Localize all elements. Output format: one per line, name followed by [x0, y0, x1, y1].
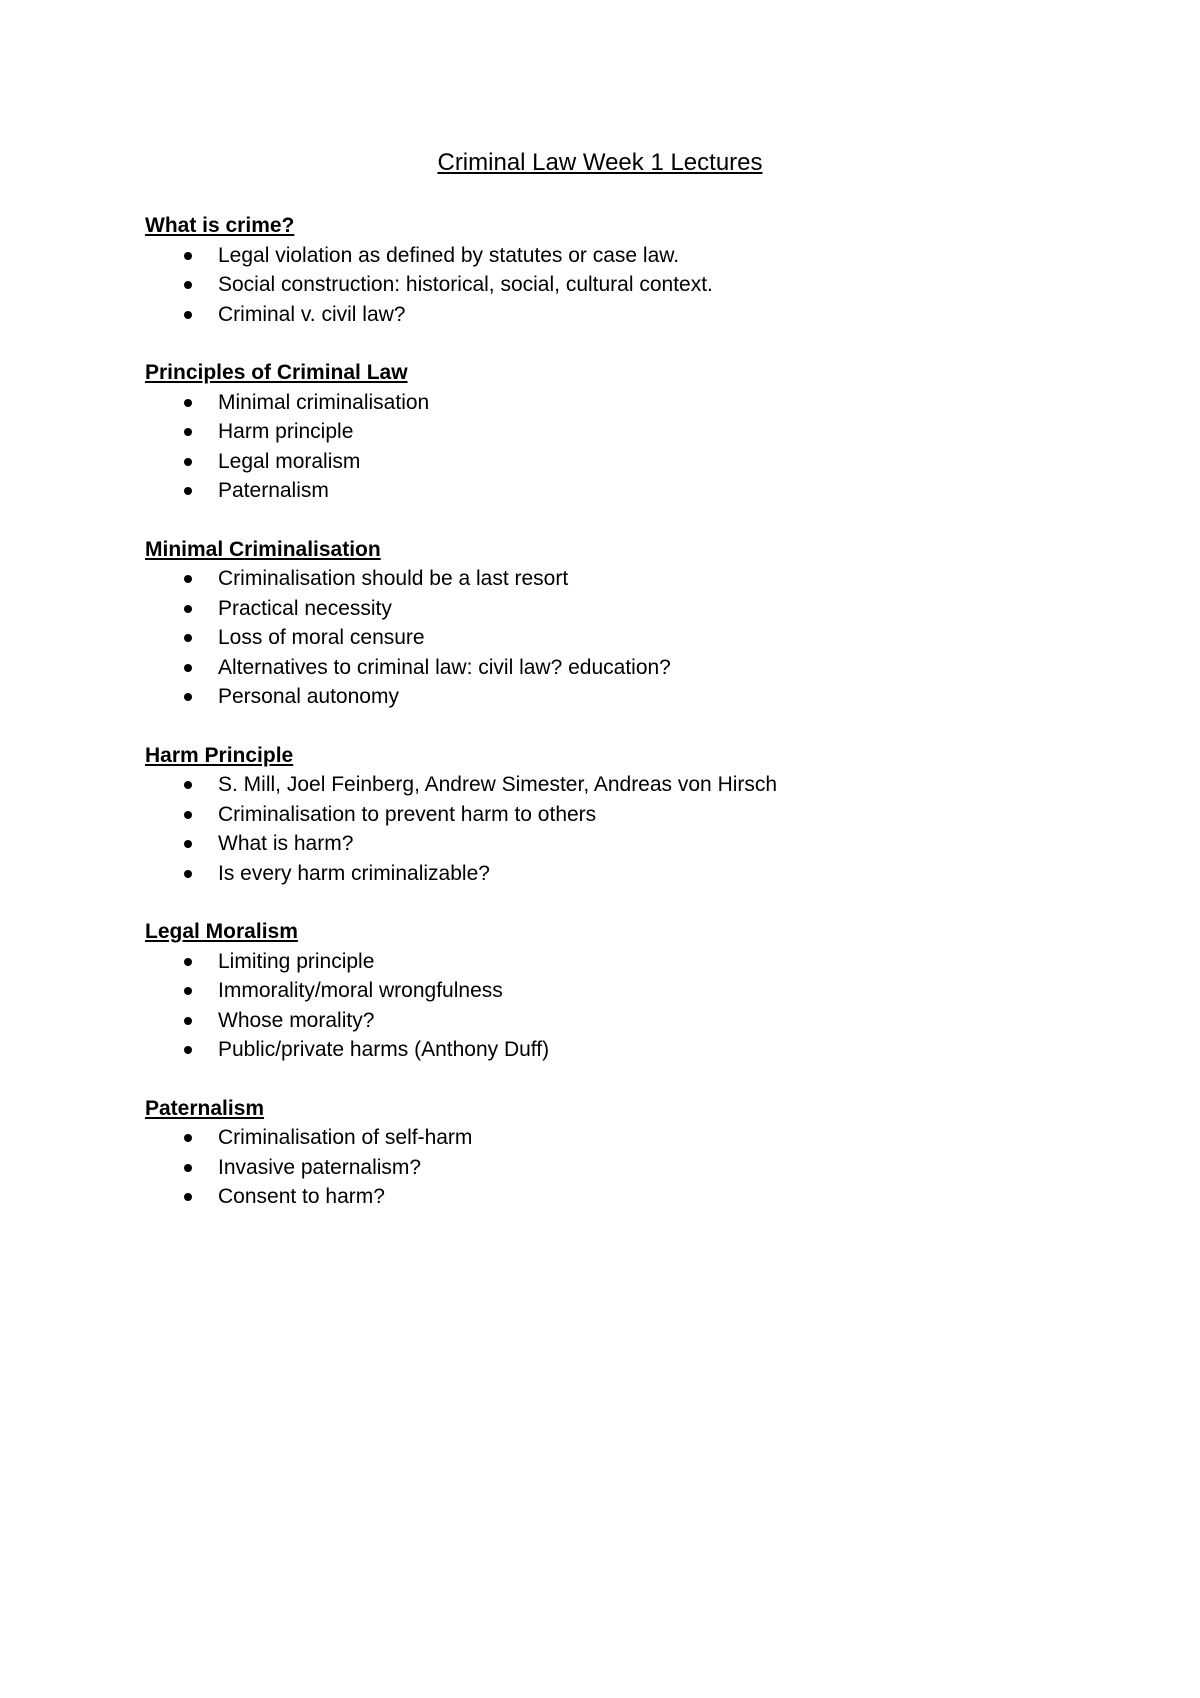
bullet-icon: [184, 1134, 192, 1142]
list-item: [145, 770, 1105, 800]
bullet-icon: [184, 1017, 192, 1025]
list-item-text: Legal moralism: [218, 449, 361, 473]
list-item: [145, 947, 1105, 977]
list-item: [145, 976, 1105, 1006]
bullet-icon: [184, 428, 192, 436]
list-item-text: Criminalisation to prevent harm to others: [218, 802, 597, 826]
bullet-icon: [184, 1046, 192, 1054]
bullet-icon: [184, 693, 192, 701]
section-principles-of-criminal-law: [145, 358, 1105, 506]
list-item-text: Legal violation as defined by statutes or case law.: [218, 243, 680, 267]
bullet-list: [145, 388, 1105, 506]
list-item-text: Practical necessity: [218, 596, 392, 620]
bullet-list: [145, 947, 1105, 1065]
list-item: [145, 859, 1105, 889]
bullet-icon: [184, 811, 192, 819]
bullet-icon: [184, 605, 192, 613]
bullet-list: [145, 564, 1105, 712]
list-item: [145, 594, 1105, 624]
section-heading: Principles of Criminal Law: [145, 361, 408, 384]
list-item-text: Limiting principle: [218, 949, 375, 973]
bullet-icon: [184, 781, 192, 789]
list-item: [145, 682, 1105, 712]
list-item: [145, 1182, 1105, 1212]
bullet-icon: [184, 987, 192, 995]
section-heading: Legal Moralism: [145, 920, 298, 943]
list-item-text: Alternatives to criminal law: civil law? education?: [218, 655, 671, 679]
list-item: [145, 388, 1105, 418]
list-item-text: S. Mill, Joel Feinberg, Andrew Simester, Andreas von Hirsch: [218, 773, 778, 796]
section-paternalism: [145, 1094, 1105, 1212]
bullet-icon: [184, 664, 192, 672]
bullet-list: [145, 1123, 1105, 1212]
list-item: [145, 300, 1105, 330]
section-what-is-crime: [145, 211, 1105, 329]
bullet-icon: [184, 311, 192, 319]
list-item-text: Harm principle: [218, 420, 354, 443]
list-item-text: Paternalism: [218, 479, 329, 502]
list-item: [145, 417, 1105, 447]
list-item: [145, 829, 1105, 859]
section-heading: What is crime?: [145, 214, 295, 237]
document-body: [145, 211, 1105, 1241]
bullet-list: [145, 770, 1105, 888]
bullet-icon: [184, 487, 192, 495]
list-item-text: Minimal criminalisation: [218, 390, 430, 414]
bullet-icon: [184, 1193, 192, 1201]
list-item-text: Criminal v. civil law?: [218, 302, 406, 326]
section-harm-principle: [145, 741, 1105, 889]
bullet-icon: [184, 575, 192, 583]
list-item: [145, 1006, 1105, 1036]
list-item: [145, 1123, 1105, 1153]
list-item: [145, 1153, 1105, 1183]
list-item: [145, 241, 1105, 271]
list-item: [145, 447, 1105, 477]
list-item-text: Consent to harm?: [218, 1185, 385, 1208]
bullet-icon: [184, 458, 192, 466]
bullet-icon: [184, 958, 192, 966]
section-minimal-criminalisation: [145, 535, 1105, 712]
section-heading: Paternalism: [145, 1096, 265, 1120]
list-item: [145, 1035, 1105, 1065]
list-item: [145, 270, 1105, 300]
list-item-text: Public/private harms (Anthony Duff): [218, 1038, 550, 1061]
list-item-text: Loss of moral censure: [218, 626, 425, 649]
list-item-text: Personal autonomy: [218, 685, 399, 708]
section-legal-moralism: [145, 917, 1105, 1065]
section-heading: Harm Principle: [145, 743, 294, 767]
list-item-text: Criminalisation should be a last resort: [218, 567, 569, 590]
list-item: [145, 476, 1105, 506]
bullet-icon: [184, 281, 192, 289]
bullet-icon: [184, 870, 192, 878]
document-title: Criminal Law Week 1 Lectures: [437, 149, 763, 176]
list-item-text: Whose morality?: [218, 1008, 375, 1032]
section-heading: Minimal Criminalisation: [145, 537, 381, 561]
list-item-text: Is every harm criminalizable?: [218, 861, 490, 885]
list-item: [145, 653, 1105, 683]
list-item-text: Invasive paternalism?: [218, 1155, 422, 1179]
list-item-text: Immorality/moral wrongfulness: [218, 979, 503, 1002]
bullet-icon: [184, 399, 192, 407]
list-item: [145, 800, 1105, 830]
list-item-text: Social construction: historical, social, cultural context.: [218, 273, 713, 296]
bullet-list: [145, 241, 1105, 330]
list-item-text: Criminalisation of self-harm: [218, 1126, 473, 1149]
list-item: [145, 564, 1105, 594]
bullet-icon: [184, 1164, 192, 1172]
list-item: [145, 623, 1105, 653]
list-item-text: What is harm?: [218, 832, 354, 855]
bullet-icon: [184, 634, 192, 642]
bullet-icon: [184, 840, 192, 848]
bullet-icon: [184, 252, 192, 260]
